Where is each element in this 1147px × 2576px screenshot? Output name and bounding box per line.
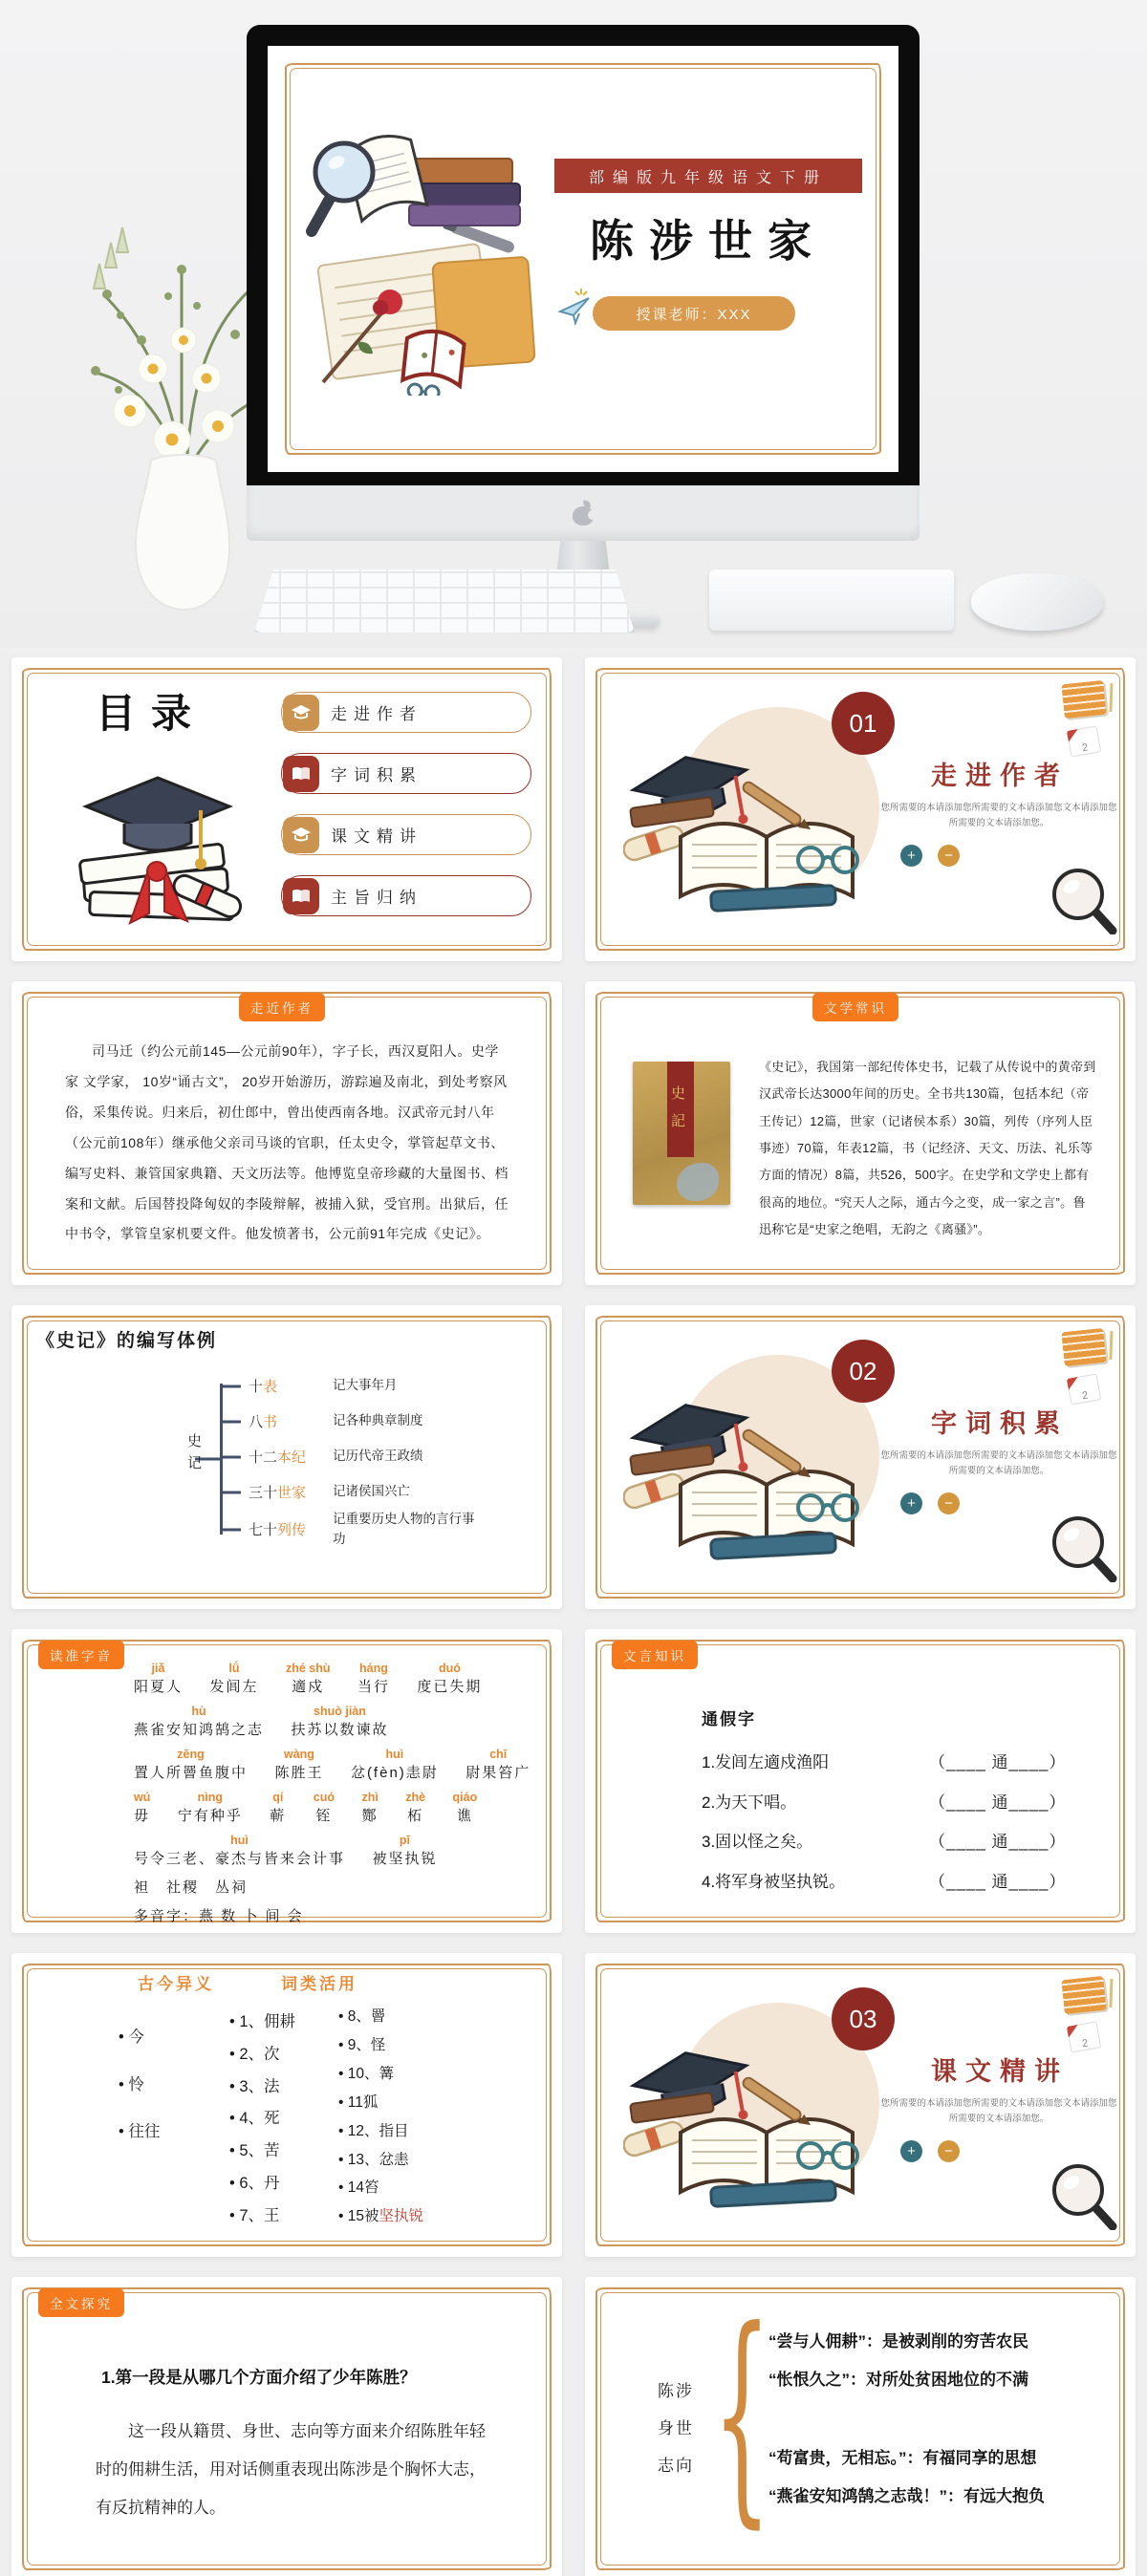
trackpad bbox=[709, 569, 954, 631]
title-slide-illustration bbox=[294, 109, 552, 396]
style-tree bbox=[185, 1368, 486, 1550]
list-column-1: • 今 • 怜 • 往往 bbox=[119, 2014, 160, 2157]
section-number-badge: 02 bbox=[832, 1340, 895, 1403]
calendar-icon: 2 bbox=[1067, 2021, 1101, 2052]
book-cover-horse bbox=[677, 1163, 719, 1201]
plus-icon[interactable]: + bbox=[900, 845, 922, 867]
calendar-icon: 2 bbox=[1067, 1373, 1101, 1405]
shiji-book-cover bbox=[633, 1062, 730, 1205]
toc-item-text[interactable] bbox=[281, 814, 531, 855]
tree-root-label: 史记 bbox=[185, 1432, 202, 1477]
toc-item-label: 课文精讲 bbox=[331, 827, 422, 846]
slide-tag: 文言知识 bbox=[612, 1641, 698, 1669]
tree-branch: 七十列传 记重要历史人物的言行事功 bbox=[220, 1510, 486, 1550]
slide-inquiry[interactable] bbox=[11, 2277, 562, 2576]
slide-word-lists[interactable] bbox=[11, 1953, 562, 2257]
slide-section-01[interactable] bbox=[585, 657, 1136, 961]
section-illustration bbox=[623, 745, 862, 917]
section-number-badge: 01 bbox=[832, 692, 895, 755]
slide-pinyin[interactable] bbox=[11, 1629, 562, 1933]
pinyin-rows: jiǎ 阳夏人 lǘ 发闾左 zhé shù 適戍 háng 当行 duó 度已失期 hù 燕雀安知鸿鹄之志 shuò jiàn 扶苏以数谏故 zēng 置人所罾鱼腹中 wàng 陈胜王 huì 忿(fèn)恚尉 chī 尉果笞广 wú 毋 nìng 宁有种乎 qí 蕲 cuó 铚 zhì 酂 zhè 柘 qiáo 谯 huì 号令三老、豪杰与皆来会计事 pī 被坚执锐 袒 社稷 丛祠 多音字：燕 数 卜 间 会 bbox=[134, 1662, 531, 1924]
toc-item-words[interactable] bbox=[281, 753, 531, 794]
notebook-icon bbox=[1061, 1976, 1107, 2014]
toc-item-theme[interactable] bbox=[281, 875, 531, 916]
graduation-cap-icon bbox=[283, 695, 319, 731]
slide-style-chart[interactable] bbox=[11, 1305, 562, 1609]
grammar-item: 1.发闾左適戍渔阳 （____ 通____） bbox=[702, 1753, 1067, 1771]
toc-item-label: 主旨归纳 bbox=[331, 889, 422, 907]
section-placeholder-text: 您所需要的本请添加您所需要的文本请添加您文本请添加您所需要的文本请添加您。 bbox=[880, 803, 1117, 829]
monitor bbox=[247, 25, 920, 485]
book-cover-title: 史記 bbox=[667, 1062, 694, 1157]
author-bio-text: 司马迁（约公元前145—公元前90年），字子长，西汉夏阳人。史学家 文学家， 10岁“诵古文”， 20岁开始游历，游踪遍及南北，到处考察风俗，采集传说。归来后，初仕郎中，曾出使西南各地。汉武帝元封八年（公元前108年）继承他父亲司马谈的官职，任太史令，掌管起草文书、编写史料、兼管国家典籍、天文历法等。他博览皇帝珍藏的大量图书、档案和文献。后国替投降匈奴的李陵辩解，被捕入狱，受官刑。出狱后，任中书令，掌管皇家机要文件。他发愤著书，公元前91年完成《史记》。 bbox=[65, 1043, 509, 1242]
grammar-heading: 通假字 bbox=[702, 1710, 756, 1728]
slide-tag: 走近作者 bbox=[239, 993, 325, 1021]
toc-title: 目录 bbox=[96, 691, 207, 736]
apple-logo-icon bbox=[573, 501, 594, 526]
literary-knowledge-text: 《史记》，我国第一部纪传体史书，记载了从传说中的黄帝到汉武帝长达3000年间的历史。全书共130篇，包括本纪（帝王传记）12篇，世家（记诸侯本系）30篇，列传（序列人臣事迹）70篇，年表12篇，书（记经济、天文、历法、礼乐等方面的情况）8篇，共526，500字。在史学和文学史上都有很高的地位。“究天人之际，通古今之变，成一家之言”。鲁迅称它是“史家之绝唱，无韵之《离骚》”。 bbox=[759, 1060, 1096, 1236]
inquiry-answer: 这一段从籍贯、身世、志向等方面来介绍陈胜年轻时的佣耕生活，用对话侧重表现出陈涉是个胸怀大志，有反抗精神的人。 bbox=[96, 2422, 486, 2517]
course-banner: 部编版九年级语文下册 bbox=[554, 159, 862, 193]
list-column-2: • 1、佣耕 • 2、次 • 3、法 • 4、死 • 5、苦 • 6、丹 • 7、王 bbox=[229, 2007, 295, 2233]
slide-author-bio[interactable] bbox=[11, 981, 562, 1285]
grammar-item: 3.固以怪之矣。 （____ 通____） bbox=[702, 1833, 1067, 1852]
toc-item-label: 走进作者 bbox=[331, 705, 422, 723]
minus-icon[interactable]: − bbox=[938, 1492, 960, 1514]
open-book-icon bbox=[283, 878, 319, 914]
slide-preview-grid bbox=[0, 648, 1147, 2576]
monitor-screen bbox=[268, 46, 898, 472]
section-placeholder-text: 您所需要的本请添加您所需要的文本请添加您文本请添加您所需要的文本请添加您。 bbox=[880, 2098, 1117, 2125]
mouse bbox=[971, 573, 1103, 631]
minus-icon[interactable]: − bbox=[938, 845, 960, 867]
section-title: 课文精讲 bbox=[931, 2057, 1069, 2086]
teacher-pill: 授课老师：XXX bbox=[593, 296, 795, 331]
slide-grammar[interactable] bbox=[585, 1629, 1136, 1933]
minus-icon[interactable]: − bbox=[938, 2140, 960, 2162]
slide-tag: 文学常识 bbox=[812, 993, 898, 1021]
plus-icon[interactable]: + bbox=[900, 2140, 922, 2162]
section-number-badge: 03 bbox=[832, 1987, 895, 2050]
section-title: 走进作者 bbox=[931, 762, 1069, 790]
keyboard bbox=[254, 569, 635, 633]
notebook-icon bbox=[1061, 1328, 1107, 1366]
list-item-15: • 15被坚执锐 bbox=[338, 2202, 520, 2231]
list-column-3: • 8、罾 • 9、怪 • 10、篝 • 11狐 • 12、指目 • 13、忿恚 • 14笞 • 15被坚执锐 bbox=[338, 2003, 520, 2231]
toc-item-label: 字词积累 bbox=[331, 766, 422, 784]
tree-branch: 十表 记大事年月 bbox=[220, 1368, 486, 1404]
magnifier-icon bbox=[1050, 2161, 1118, 2230]
analysis-lines: “尝与人佣耕”：是被剥削的穷苦农民 “怅恨久之”：对所处贫困地位的不满 “苟富贵，无相忘。”：有福同享的思想 “燕雀安知鸿鹄之志哉！”：有远大抱负 bbox=[768, 2332, 1045, 2505]
slide-tag: 读准字音 bbox=[38, 1641, 124, 1669]
paper-plane-icon bbox=[554, 287, 593, 329]
toc-item-author[interactable] bbox=[281, 692, 531, 733]
tree-branch: 十二本纪 记历代帝王政绩 bbox=[220, 1439, 486, 1474]
list-header-ancient-modern: 古今异义 bbox=[138, 1975, 214, 1993]
magnifier-icon bbox=[1050, 1513, 1118, 1582]
analysis-label: 陈涉 身世 志向 bbox=[658, 2382, 694, 2476]
tree-branch: 八书 记各种典章制度 bbox=[220, 1404, 486, 1439]
inquiry-question: 1.第一段是从哪几个方面介绍了少年陈胜？ bbox=[101, 2368, 417, 2387]
section-illustration bbox=[623, 1393, 862, 1565]
graduation-cap-icon bbox=[283, 817, 319, 853]
calendar-icon: 2 bbox=[1067, 725, 1101, 757]
section-illustration bbox=[623, 2041, 862, 2213]
grammar-item: 2.为天下唱。 （____ 通____） bbox=[702, 1792, 1067, 1812]
list-header-word-class: 词类活用 bbox=[281, 1975, 357, 1993]
toc-illustration bbox=[57, 761, 258, 933]
slide-toc[interactable] bbox=[11, 657, 562, 961]
desk-photo bbox=[0, 0, 1147, 648]
slide-tag: 全文探究 bbox=[38, 2288, 124, 2317]
slide-section-03[interactable] bbox=[585, 1953, 1136, 2257]
notebook-icon bbox=[1061, 680, 1107, 719]
slide-analysis[interactable] bbox=[585, 2277, 1136, 2576]
grammar-body bbox=[702, 1706, 1066, 1902]
section-placeholder-text: 您所需要的本请添加您所需要的文本请添加您文本请添加您所需要的文本请添加您。 bbox=[880, 1450, 1117, 1477]
presentation-title: 陈涉世家 bbox=[590, 216, 827, 266]
monitor-chin bbox=[247, 485, 920, 541]
toc-items bbox=[281, 692, 531, 916]
grammar-item: 4.将军身被坚执锐。 （____ 通____） bbox=[702, 1872, 1067, 1891]
section-title: 字词积累 bbox=[931, 1409, 1069, 1438]
slide-literary-knowledge[interactable] bbox=[585, 981, 1136, 1285]
brace-icon: { bbox=[712, 2283, 771, 2549]
open-book-icon bbox=[283, 756, 319, 792]
tree-branch: 三十世家 记诸侯国兴亡 bbox=[220, 1474, 486, 1510]
magnifier-icon bbox=[1050, 866, 1118, 934]
plus-icon[interactable]: + bbox=[900, 1492, 922, 1514]
chart-title: 《史记》的编写体例 bbox=[36, 1331, 218, 1351]
slide-section-02[interactable] bbox=[585, 1305, 1136, 1609]
